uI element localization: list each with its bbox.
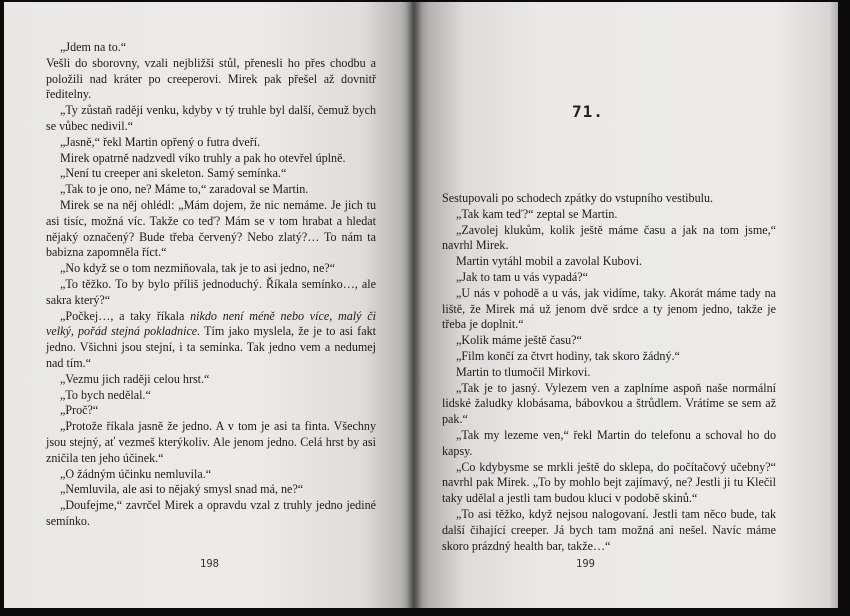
paragraph: „Ty zůstaň raději venku, kdyby v tý truhle byl další, čemuž bych se vůbec nedivil.“ (46, 103, 376, 133)
paragraph: Mirek opatrně nadzvedl víko truhly a pak ho otevřel úplně. (60, 150, 346, 165)
scan-border (838, 0, 850, 616)
paragraph: „Jdem na to.“ (60, 40, 127, 54)
paragraph: Vešli do sborovny, vzali nejbližší stůl, přenesli ho přes chodbu a položili nad kráter po creeperovi. Mirek pak přešel až dovnitř ředitelny. (46, 55, 376, 102)
paragraph: „Nemluvila, ale asi to nějaký smysl snad má, ne?“ (60, 482, 304, 497)
paragraph: „Tak my lezeme ven,“ řekl Martin do telefonu a schoval ho do kapsy. (442, 427, 776, 458)
paragraph: „To bych nedělal.“ (60, 387, 151, 402)
paragraph: „To těžko. To by bylo příliš jednoduchý. Říkala semínko…, ale sakra který?“ (46, 276, 376, 307)
paragraph-text: „Počkej…, a taky říkala (60, 308, 191, 323)
paragraph: „Vezmu jich raději celou hrst.“ (60, 371, 210, 386)
paragraph: „O žádným účinku nemluvila.“ (60, 466, 212, 481)
book-gutter (406, 2, 422, 608)
paragraph: Sestupovali po schodech zpátky do vstupního vestibulu. (442, 191, 714, 205)
paragraph: „Tak je to jasný. Vylezem ven a zaplníme aspoň naše normální lidské žaludky klobásama, bábovkou a štrůdlem. Vrátíme se sem až pak.“ (442, 380, 776, 427)
paragraph: „Film končí za čtvrt hodiny, tak skoro žádný.“ (456, 348, 680, 363)
italic-quote: nikdo není méně nebo více, malý či velký, pořád stejná pokladnice. (46, 308, 376, 339)
right-page-text (442, 191, 776, 554)
paragraph: „Není tu creeper ani skeleton. Samý semínka.“ (60, 166, 287, 181)
paragraph: „Zavolej klukům, kolik ještě máme času a jak na tom jsme,“ navrhl Mirek. (442, 222, 776, 253)
paragraph: Mirek se na něj ohlédl: „Mám dojem, že nic nemáme. Je jich tu asi tisíc, možná víc. Takže co teď? Mám se v tom hrabat a hledat nějaký označený? Bude třeba červený? Nebo zlatý?… To nám ta babizna zapomněla říct.“ (46, 197, 376, 260)
paragraph: „Jak to tam u vás vypadá?“ (456, 269, 588, 284)
paragraph: „U nás v pohodě a u vás, jak vidíme, taky. Akorát máme tady na liště, že Mirek má už jenom dvě srdce a ty jenom jedno, takže je třeba je doplnit.“ (442, 285, 776, 332)
left-page-text (46, 40, 376, 530)
paragraph: „Tak to je ono, ne? Máme to,“ zaradoval se Martin. (60, 182, 309, 197)
paragraph: „Tak kam teď?“ zeptal se Martin. (456, 206, 618, 221)
paragraph: „Proč?“ (60, 403, 99, 418)
paragraph: „Doufejme,“ zavrčel Mirek a opravdu vzal z truhly jedno jediné semínko. (46, 498, 376, 528)
book-spread (4, 2, 842, 608)
paragraph: „Kolik máme ještě času?“ (456, 333, 582, 348)
page-number: 199 (576, 558, 595, 570)
paragraph-text: Tím jako myslela, že je to asi fakt jedno. Všichni jsou stejní, i ta semínka. Tak jedno vem a nedumej nad tím.“ (46, 324, 376, 370)
scan-border (0, 608, 850, 616)
right-page (412, 2, 842, 608)
paragraph: Martin to tlumočil Mirkovi. (456, 364, 591, 379)
left-page (4, 2, 412, 608)
paragraph: „Jasně,“ řekl Martin opřený o futra dveří. (60, 134, 261, 149)
paragraph: „No když se o tom nezmiňovala, tak je to asi jedno, ne?“ (60, 261, 336, 276)
chapter-heading: 71. (572, 102, 604, 121)
page-number: 198 (200, 558, 219, 570)
paragraph-with-quote (46, 309, 376, 372)
paragraph: „Co kdybysme se mrkli ještě do sklepa, do počítačový učebny?“ navrhl pak Mirek. „To by mohlo bejt zajímavý, ne? Jestli ji tu Klečil taky udělal a jestli tam budou kluci v podobě skinů.“ (442, 459, 776, 506)
paragraph: „Protože říkala jasně že jedno. A v tom je asi ta finta. Všechny jsou stejný, ať vezmeš kterýkoliv. Ale jenom jedno. Celá hrst by asi zničila ten jeho účinek.“ (46, 419, 376, 465)
paragraph: „To asi těžko, když nejsou nalogovaní. Jestli tam něco bude, tak další čihající creeper. Já bych tam možná ani nešel. Navíc máme skoro prázdný health bar, takže…“ (442, 506, 776, 553)
paragraph: Martin vytáhl mobil a zavolal Kubovi. (456, 254, 643, 269)
